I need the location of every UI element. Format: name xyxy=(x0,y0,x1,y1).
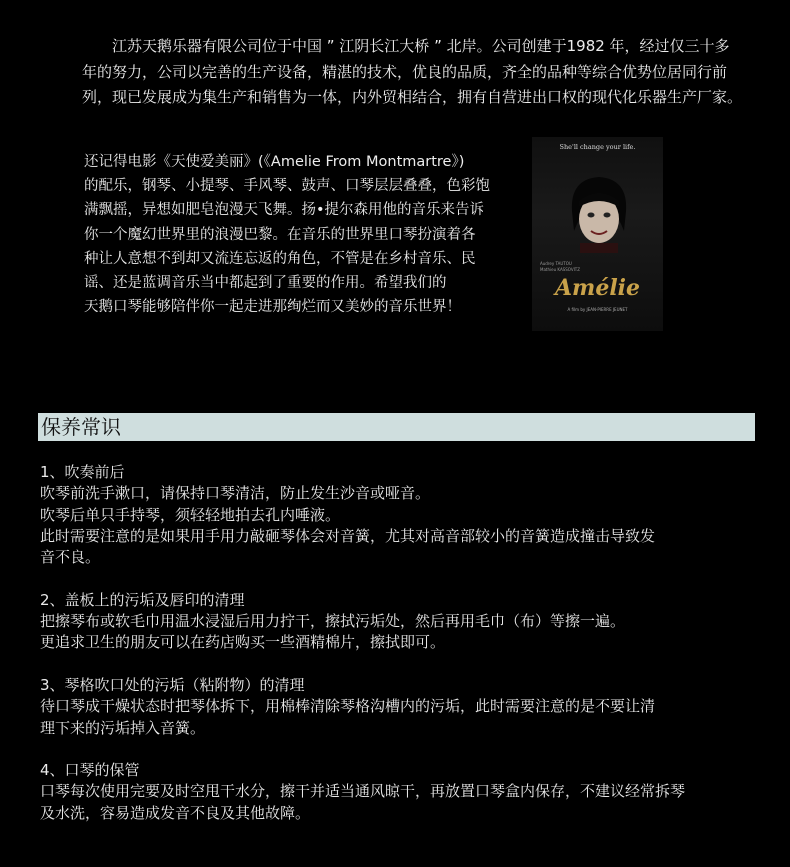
amelie-movie-poster xyxy=(532,137,663,331)
film-line: 天鹅口琴能够陪伴你一起走进那绚烂而又美妙的音乐世界！ xyxy=(84,299,461,316)
care-item-heading: 4、口琴的保管 xyxy=(40,761,140,780)
care-item-line: 待口琴成干燥状态时把琴体拆下，用棉棒清除琴格沟槽内的污垢，此时需要注意的是不要让清 xyxy=(40,697,656,716)
company-intro xyxy=(82,34,742,111)
care-item-line: 把擦琴布或软毛巾用温水浸湿后用力拧干，擦拭污垢处，然后再用毛巾（布）等擦一遍。 xyxy=(40,612,626,631)
film-line: 谣、还是蓝调音乐当中都起到了重要的作用。希望我们的 xyxy=(84,275,447,292)
care-item-line: 理下来的污垢掉入音簧。 xyxy=(40,718,206,737)
film-line: 你一个魔幻世界里的浪漫巴黎。在音乐的世界里口琴扮演着各 xyxy=(84,226,476,243)
care-item xyxy=(40,675,770,739)
poster-cast-name: Audrey TAUTOU xyxy=(540,261,572,266)
poster-tagline: She'll change your life. xyxy=(559,143,636,151)
care-item-heading: 2、盖板上的污垢及唇印的清理 xyxy=(40,590,245,609)
care-item-line: 更追求卫生的朋友可以在药店购买一些酒精棉片，擦拭即可。 xyxy=(40,633,446,652)
film-line: 的配乐，钢琴、小提琴、手风琴、鼓声、口琴层层叠叠，色彩饱 xyxy=(84,178,490,195)
company-intro-text: 江苏天鹅乐器有限公司位于中国 ” 江阴长江大桥 ” 北岸。公司创建于1982 年，经过仅三十多年的努力，公司以完善的生产设备，精湛的技术，优良的品质，齐全的品种等综合优势位居同行前列，现已发展成为集生产和销售为一体，内外贸相结合，拥有自营进出口权的现代化乐器生产厂家。 xyxy=(82,37,743,106)
care-item-line: 吹琴后单只手持琴，须轻轻地拍去孔内唾液。 xyxy=(40,505,341,524)
care-item-line: 音不良。 xyxy=(40,548,101,567)
care-tips xyxy=(40,462,770,845)
amelie-portrait-illustration xyxy=(562,171,636,253)
care-item-line: 及水洗，容易造成发音不良及其他故障。 xyxy=(40,803,311,822)
care-item-heading: 1、吹奏前后 xyxy=(40,463,125,481)
care-item-line: 吹琴前洗手漱口，请保持口琴清洁，防止发生沙音或哑音。 xyxy=(40,484,431,503)
poster-credit: A film by JEAN-PIERRE JEUNET xyxy=(567,307,628,312)
poster-cast-name: Mathieu KASSOVITZ xyxy=(540,266,580,272)
care-item-line: 口琴每次使用完要及时空甩干水分，擦干并适当通风晾干，再放置口琴盒内保存，不建议经常拆琴 xyxy=(40,782,686,801)
film-paragraph xyxy=(84,150,509,319)
section-header-maintenance: 保养常识 xyxy=(38,413,755,441)
film-line: 还记得电影《天使爱美丽》(《Amelie From Montmartre》) xyxy=(84,154,465,170)
care-item-line: 此时需要注意的是如果用手用力敲砸琴体会对音簧，尤其对高音部较小的音簧造成撞击导致发 xyxy=(40,526,656,545)
film-line: 满飘摇，异想如肥皂泡漫天飞舞。扬•提尔森用他的音乐来告诉 xyxy=(84,202,485,219)
care-item xyxy=(40,462,770,568)
care-item xyxy=(40,760,770,824)
poster-cast xyxy=(540,261,600,272)
care-item-heading: 3、琴格吹口处的污垢（粘附物）的清理 xyxy=(40,675,305,694)
care-item xyxy=(40,590,770,654)
film-line: 种让人意想不到却又流连忘返的角色，不管是在乡村音乐、民 xyxy=(84,250,476,267)
poster-title: Amélie xyxy=(554,275,641,301)
